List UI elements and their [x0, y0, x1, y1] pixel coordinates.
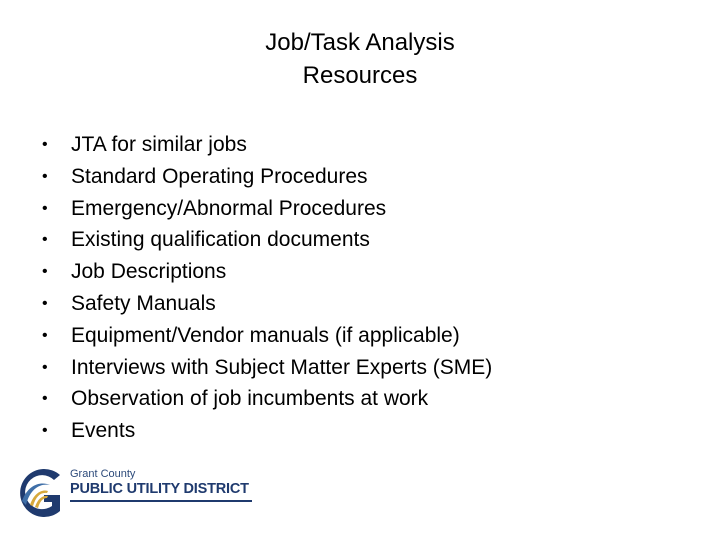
bullet-item: [42, 193, 492, 225]
bullet-dot: •: [42, 263, 48, 281]
bullet-item: [42, 161, 492, 193]
bullet-text: Standard Operating Procedures: [71, 164, 368, 188]
grant-county-g-logo-icon: [14, 465, 68, 521]
bullet-dot: •: [42, 422, 48, 440]
bullet-item: [42, 383, 492, 415]
slide-title-line-2: Resources: [302, 62, 418, 89]
bullet-item: [42, 415, 492, 447]
bullet-item: [42, 129, 492, 161]
bullet-dot: •: [42, 136, 48, 153]
bullet-text: Interviews with Subject Matter Experts (SME): [71, 355, 493, 379]
bullet-text: Equipment/Vendor manuals (if applicable): [71, 323, 460, 347]
bullet-item: [42, 288, 492, 320]
resource-bullet-list: [42, 129, 492, 447]
bullet-text: Events: [71, 419, 136, 443]
slide-title-line-1: Job/Task Analysis: [265, 29, 455, 56]
slide-title: [0, 26, 720, 92]
bullet-dot: •: [42, 231, 48, 249]
bullet-text: Safety Manuals: [71, 291, 216, 315]
logo-divider: [70, 500, 252, 502]
bullet-dot: •: [42, 167, 48, 185]
bullet-text: Existing qualification documents: [71, 228, 370, 252]
bullet-item: [42, 256, 492, 288]
bullet-text: Emergency/Abnormal Procedures: [71, 196, 387, 220]
bullet-item: [42, 352, 492, 384]
bullet-item: [42, 320, 492, 352]
bullet-text: Job Descriptions: [71, 260, 227, 284]
bullet-item: [42, 224, 492, 256]
bullet-dot: •: [42, 358, 48, 376]
bullet-dot: •: [42, 294, 48, 312]
logo-text-grant-county: Grant County: [70, 468, 136, 480]
bullet-text: JTA for similar jobs: [71, 133, 247, 156]
grant-county-pud-logo: [14, 465, 264, 521]
bullet-dot: •: [42, 390, 48, 408]
bullet-text: Observation of job incumbents at work: [71, 387, 429, 411]
logo-text-public-utility-district: PUBLIC UTILITY DISTRICT: [70, 481, 249, 497]
bullet-dot: •: [42, 199, 48, 217]
bullet-dot: •: [42, 326, 48, 344]
